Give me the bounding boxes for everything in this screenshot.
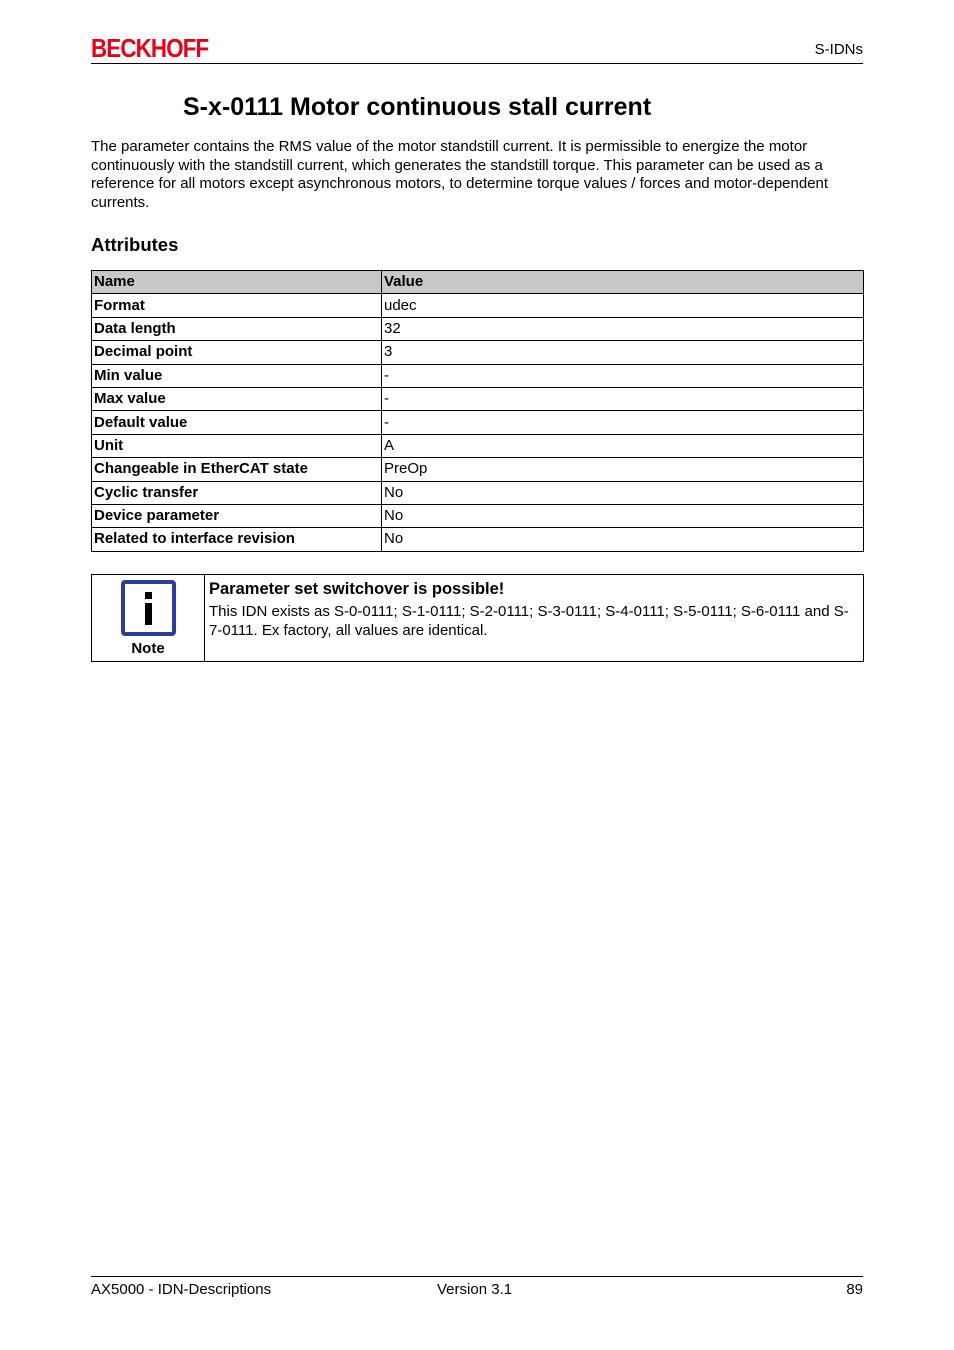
attribute-value: No: [382, 528, 864, 551]
footer-document-title: AX5000 - IDN-Descriptions: [91, 1281, 272, 1298]
attribute-value: -: [382, 411, 864, 434]
attributes-heading: Attributes: [91, 234, 179, 255]
footer-version: Version 3.1: [437, 1281, 513, 1298]
table-row: [92, 364, 864, 387]
beckhoff-logo: BECKHOFF: [91, 33, 209, 63]
table-row: [92, 411, 864, 434]
table-row: [92, 341, 864, 364]
table-row: [92, 294, 864, 317]
attribute-value: No: [382, 504, 864, 527]
attribute-value: -: [382, 364, 864, 387]
table-row: [92, 504, 864, 527]
attribute-value: udec: [382, 294, 864, 317]
footer-divider: [91, 1276, 863, 1277]
attribute-name: Default value: [92, 411, 382, 434]
table-row: [92, 528, 864, 551]
attribute-name: Max value: [92, 387, 382, 410]
table-header-row: [92, 271, 864, 294]
attribute-name: Decimal point: [92, 341, 382, 364]
attributes-table: [91, 270, 864, 552]
note-content: [205, 575, 863, 661]
table-row: [92, 458, 864, 481]
page-title: S-x-0111 Motor continuous stall current: [183, 93, 652, 121]
column-header-name: Name: [92, 271, 382, 294]
note-title: Parameter set switchover is possible!: [209, 580, 505, 598]
attribute-name: Data length: [92, 317, 382, 340]
attribute-value: No: [382, 481, 864, 504]
attribute-name: Cyclic transfer: [92, 481, 382, 504]
attribute-name: Device parameter: [92, 504, 382, 527]
note-box: [91, 574, 864, 662]
column-header-value: Value: [382, 271, 864, 294]
header-divider: [91, 63, 863, 64]
attribute-name: Min value: [92, 364, 382, 387]
table-row: [92, 317, 864, 340]
page-number: 89: [846, 1281, 863, 1298]
table-row: [92, 434, 864, 457]
table-row: [92, 387, 864, 410]
note-label: Note: [131, 640, 165, 657]
attribute-value: PreOp: [382, 458, 864, 481]
table-row: [92, 481, 864, 504]
attribute-value: A: [382, 434, 864, 457]
note-icon-cell: [92, 575, 205, 661]
attribute-name: Related to interface revision: [92, 528, 382, 551]
attribute-name: Format: [92, 294, 382, 317]
attribute-name: Unit: [92, 434, 382, 457]
attribute-name: Changeable in EtherCAT state: [92, 458, 382, 481]
attribute-value: -: [382, 387, 864, 410]
info-icon: [121, 580, 176, 636]
attribute-value: 32: [382, 317, 864, 340]
intro-paragraph: The parameter contains the RMS value of the motor standstill current. It is permissible to energize the motor continuously with the standstill current, which generates the standstill torque. This parameter can be used as a reference for all motors except asynchronous motors, to determine torque values / forces and motor-dependent currents.: [91, 138, 829, 211]
section-label: S-IDNs: [814, 41, 863, 58]
note-text: This IDN exists as S-0-0111; S-1-0111; S-2-0111; S-3-0111; S-4-0111; S-5-0111; S-6-0111 and S-7-0111. Ex factory, all values are identical.: [209, 603, 849, 639]
attribute-value: 3: [382, 341, 864, 364]
